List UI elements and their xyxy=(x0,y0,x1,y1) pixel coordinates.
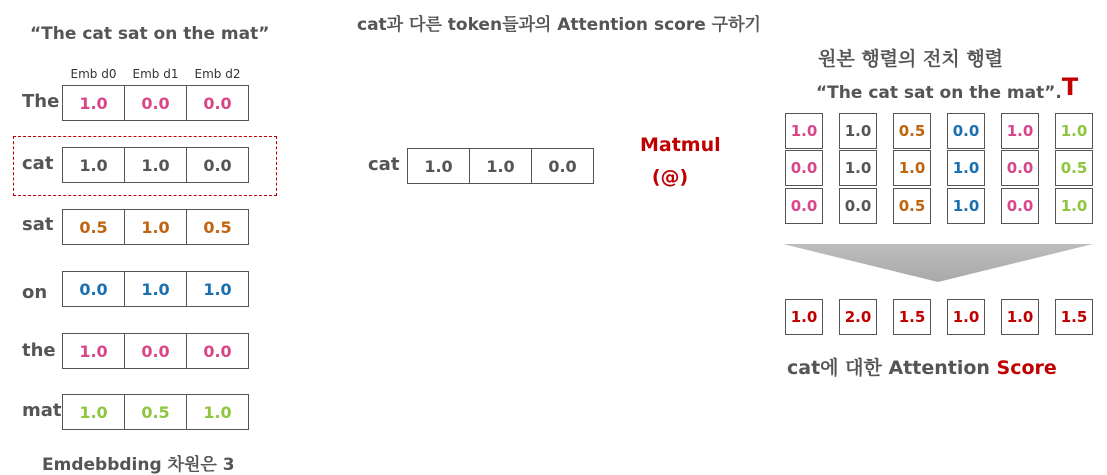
query-cell: 0.0 xyxy=(531,148,594,184)
score-cell: 1.0 xyxy=(947,299,985,335)
score-label-highlight: Score xyxy=(996,357,1057,379)
score-label-prefix: cat에 대한 Attention xyxy=(787,357,997,379)
emb-header-d1: Emb d1 xyxy=(132,67,179,81)
transpose-subtitle xyxy=(816,73,1079,104)
score-label xyxy=(787,353,1057,380)
embedding-cell: 0.0 xyxy=(186,147,249,183)
embedding-cell: 0.5 xyxy=(186,209,249,245)
embedding-cell: 1.0 xyxy=(124,271,187,307)
embedding-row xyxy=(62,271,249,307)
transpose-cell: 1.0 xyxy=(947,150,985,186)
transpose-cell: 0.0 xyxy=(839,188,877,224)
emb-header-d0: Emb d0 xyxy=(70,67,117,81)
embedding-cell: 1.0 xyxy=(62,333,125,369)
transpose-mark: T xyxy=(1061,73,1079,101)
transpose-cell: 0.5 xyxy=(893,113,931,149)
embedding-cell: 1.0 xyxy=(186,271,249,307)
transpose-cell: 0.0 xyxy=(785,188,823,224)
embedding-cell: 0.0 xyxy=(186,85,249,121)
query-token-label: cat xyxy=(368,154,400,175)
transpose-cell: 0.0 xyxy=(1001,188,1039,224)
score-cell: 1.0 xyxy=(785,299,823,335)
transpose-subtitle-text: “The cat sat on the mat”. xyxy=(816,83,1062,103)
transpose-cell: 0.5 xyxy=(1055,150,1093,186)
embedding-cell: 0.5 xyxy=(124,394,187,430)
transpose-cell: 1.0 xyxy=(839,150,877,186)
matmul-symbol: (@) xyxy=(651,166,689,188)
score-cell: 2.0 xyxy=(839,299,877,335)
token-label-mat: mat xyxy=(22,400,62,421)
embedding-cell: 1.0 xyxy=(186,394,249,430)
query-cell: 1.0 xyxy=(407,148,470,184)
transpose-cell: 0.0 xyxy=(1001,150,1039,186)
emb-header-d2: Emb d2 xyxy=(194,67,241,81)
transpose-cell: 1.0 xyxy=(1055,188,1093,224)
transpose-cell: 0.5 xyxy=(893,188,931,224)
token-label-the: the xyxy=(22,340,56,361)
embedding-dimension-note: Emdebbding 차원은 3 xyxy=(42,455,235,475)
query-cell: 1.0 xyxy=(469,148,532,184)
token-label-on: on xyxy=(22,282,48,303)
transpose-cell: 1.0 xyxy=(947,188,985,224)
embedding-cell: 0.0 xyxy=(124,333,187,369)
sentence-label: “The cat sat on the mat” xyxy=(30,24,270,44)
embedding-cell: 0.0 xyxy=(124,85,187,121)
diagram-title: cat과 다른 token들과의 Attention score 구하기 xyxy=(357,15,761,35)
embedding-row xyxy=(62,333,249,369)
transpose-cell: 1.0 xyxy=(1055,113,1093,149)
transpose-cell: 1.0 xyxy=(893,150,931,186)
embedding-row xyxy=(62,85,249,121)
token-label-cat: cat xyxy=(22,153,54,174)
transpose-cell: 1.0 xyxy=(839,113,877,149)
token-label-the: The xyxy=(22,91,60,112)
score-cell: 1.5 xyxy=(893,299,931,335)
score-cell: 1.0 xyxy=(1001,299,1039,335)
transpose-cell: 1.0 xyxy=(785,113,823,149)
token-label-sat: sat xyxy=(22,214,54,235)
embedding-cell: 1.0 xyxy=(124,147,187,183)
transpose-cell: 0.0 xyxy=(947,113,985,149)
embedding-cell: 0.0 xyxy=(186,333,249,369)
embedding-row xyxy=(62,209,249,245)
embedding-cell: 1.0 xyxy=(62,147,125,183)
transpose-cell: 0.0 xyxy=(785,150,823,186)
embedding-cell: 1.0 xyxy=(124,209,187,245)
embedding-cell: 0.5 xyxy=(62,209,125,245)
transpose-title: 원본 행렬의 전치 행렬 xyxy=(818,48,1004,70)
matmul-label: Matmul xyxy=(640,134,721,156)
transpose-cell: 1.0 xyxy=(1001,113,1039,149)
down-arrow-icon xyxy=(783,244,1093,284)
query-vector xyxy=(407,148,594,184)
embedding-row xyxy=(62,147,249,183)
embedding-cell: 0.0 xyxy=(62,271,125,307)
embedding-cell: 1.0 xyxy=(62,394,125,430)
score-cell: 1.5 xyxy=(1055,299,1093,335)
embedding-cell: 1.0 xyxy=(62,85,125,121)
embedding-row xyxy=(62,394,249,430)
